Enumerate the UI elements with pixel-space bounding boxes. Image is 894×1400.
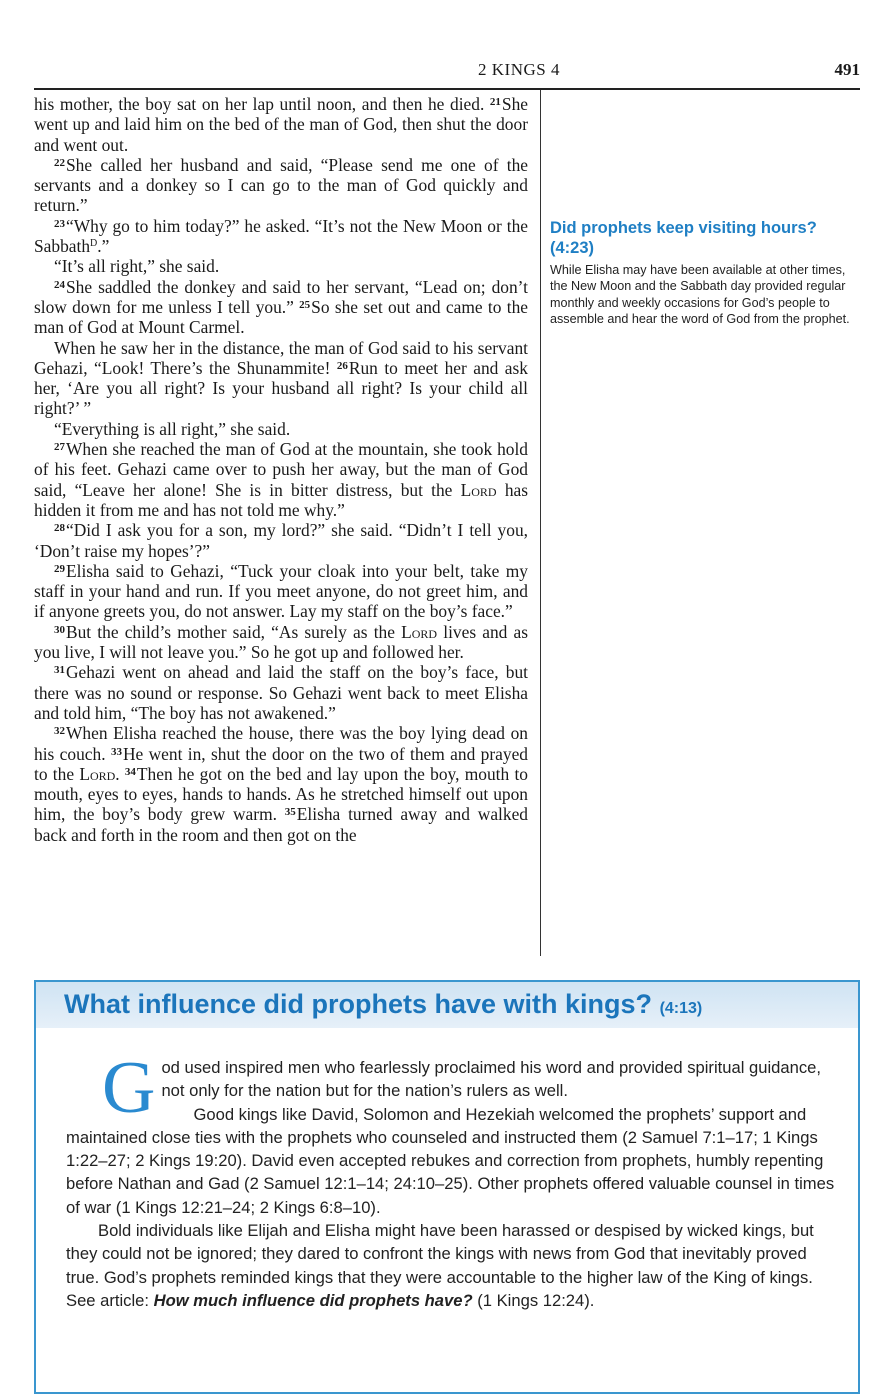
verse-number: 21 [489, 96, 501, 108]
verse-text: “Did I ask you for a son, my lord?” she said. “Didn’t I tell you, ‘Don’t raise my hopes’?” [34, 520, 528, 561]
scripture-text [34, 94, 528, 845]
scripture-paragraph [34, 520, 528, 561]
verse-text: “It’s all right,” she said. [54, 256, 220, 277]
article-paragraph [66, 1219, 836, 1312]
verse-text: But the child’s mother said, “As surely as the [66, 621, 402, 642]
verse-number: 35 [284, 806, 296, 819]
scripture-paragraph [34, 256, 528, 276]
small-caps-word: Lord [79, 763, 116, 784]
running-head: 2 KINGS 4 [478, 60, 560, 79]
verse-number: 34 [124, 765, 136, 778]
article-title [64, 989, 702, 1020]
scripture-paragraph [34, 338, 528, 419]
verse-text: .” [97, 236, 110, 257]
verse-number: 33 [110, 745, 122, 758]
verse-number: 22 [54, 156, 65, 169]
feature-article-box [34, 980, 860, 1394]
verse-number: 26 [336, 359, 348, 372]
scripture-paragraph [34, 662, 528, 723]
footnote-marker: D [90, 238, 98, 250]
verse-text: When he saw her in the distance, the man of God said to his servant Gehazi, “Look! There’s the Shunammite! [34, 337, 528, 378]
scripture-paragraph [34, 439, 528, 520]
scripture-paragraph [34, 155, 528, 216]
verse-text: She saddled the donkey and said to her servant, “Lead on; don’t slow down for me unless I tell you.” [34, 276, 528, 317]
article-paragraph-text: (1 Kings 12:24). [472, 1290, 595, 1310]
article-paragraph [66, 1047, 836, 1129]
verse-number: 23 [54, 217, 65, 230]
verse-number: 30 [54, 623, 65, 636]
sidebar-answer: While Elisha may have been available at other times, the New Moon and the Sabbath day provided regular monthly and weekly occasions for God’s people to assemble and hear the word of God from the prophet. [550, 263, 850, 327]
article-cross-reference-link[interactable]: How much influence did prophets have? [153, 1290, 473, 1310]
scripture-paragraph [34, 216, 528, 257]
verse-number: 28 [54, 522, 65, 535]
verse-text: . [115, 763, 125, 784]
verse-number: 27 [54, 441, 65, 454]
verse-text: has hidden it from me and has not told me why.” [34, 479, 529, 520]
verse-text: “Everything is all right,” she said. [54, 418, 291, 439]
scripture-paragraph [34, 419, 528, 439]
page-header [34, 56, 860, 90]
verse-text: “Why go to him today?” he asked. “It’s not the New Moon or the Sabbath [34, 215, 528, 257]
verse-number: 29 [54, 562, 65, 575]
verse-text: So she set out and came to the man of God at Mount Carmel. [34, 296, 528, 338]
article-paragraph-text: Bold individuals like Elijah and Elisha might have been harassed or despised by wicked kings, but they could not be ignored; they dared to confront the kings with news from God that inevitably proved true. God’s prophets reminded kings that they were accountable to the higher law of the King of kings. See article: [66, 1221, 814, 1310]
verse-text: She went up and laid him on the bed of the man of God, then shut the door and went out. [34, 94, 528, 155]
scripture-paragraph [34, 277, 528, 338]
article-paragraph-text: od used inspired men who fearlessly proclaimed his word and provided spiritual guidance, not only for the nation but for the nation’s rulers as well. [161, 1058, 821, 1101]
small-caps-word: Lord [401, 621, 438, 642]
scripture-paragraph [34, 561, 528, 622]
scripture-paragraph [34, 622, 528, 663]
verse-text: When Elisha reached the house, there was the boy lying dead on his couch. [34, 723, 528, 764]
sidebar-question: Did prophets keep visiting hours? (4:23) [550, 219, 817, 257]
verse-text: Then he got on the bed and lay upon the boy, mouth to mouth, eyes to eyes, hands to hands. As he stretched himself out upon him, the boy’s body grew warm. [34, 763, 528, 825]
verse-text: Gehazi went on ahead and laid the staff on the boy’s face, but there was no sound or response. So Gehazi went back to meet Elisha and told him, “The boy has not awakened.” [34, 662, 528, 723]
page-number: 491 [834, 60, 860, 79]
drop-cap: G [102, 1047, 156, 1129]
verse-number: 24 [54, 278, 65, 291]
sidebar-note [550, 218, 862, 328]
verse-text: Run to meet her and ask her, ‘Are you all right? Is your husband all right? Is your child all right?’ ” [34, 357, 528, 419]
column-divider [540, 90, 541, 956]
scripture-paragraph [34, 94, 528, 155]
article-title-text: What influence did prophets have with kings? [64, 989, 653, 1019]
verse-text: He went in, shut the door on the two of them and prayed to the [34, 743, 528, 784]
verse-text: When she reached the man of God at the mountain, she took hold of his feet. Gehazi came over to push her away, but the man of God said, “Leave her alone! She is in bitter distress, but the [34, 439, 528, 500]
verse-number: 32 [54, 725, 65, 738]
verse-text: lives and as you live, I will not leave you.” So he got up and followed her. [34, 621, 529, 663]
article-body [66, 1047, 836, 1312]
small-caps-word: Lord [460, 479, 497, 500]
verse-number: 25 [299, 298, 311, 311]
article-paragraph: Good kings like David, Solomon and Hezekiah welcomed the prophets’ support and maintained close ties with the prophets who counseled and instructed them (2 Samuel 7:1–17; 1 Kings 1:22–27; 2 Kings 19:20). David even accepted rebukes and correction from prophets, humbly repenting before Nathan and Gad (2 Samuel 12:1–14; 24:10–25). Other prophets offered valuable counsel in times of war (1 Kings 12:21–24; 2 Kings 6:8–10). [66, 1104, 835, 1217]
verse-text: Elisha turned away and walked back and forth in the room and then got on the [34, 804, 528, 845]
verse-text: She called her husband and said, “Please send me one of the servants and a donkey so I can go to the man of God quickly and return.” [34, 154, 528, 216]
verse-number: 31 [54, 664, 65, 677]
scripture-paragraph [34, 723, 528, 845]
verse-text: Elisha said to Gehazi, “Tuck your cloak into your belt, take my staff in your hand and run. If you meet anyone, do not greet him, and if anyone greets you, do not answer. Lay my staff on the boy’s face.” [34, 560, 528, 622]
verse-text: his mother, the boy sat on her lap until noon, and then he died. [34, 94, 490, 114]
article-reference: (4:13) [659, 1000, 703, 1017]
